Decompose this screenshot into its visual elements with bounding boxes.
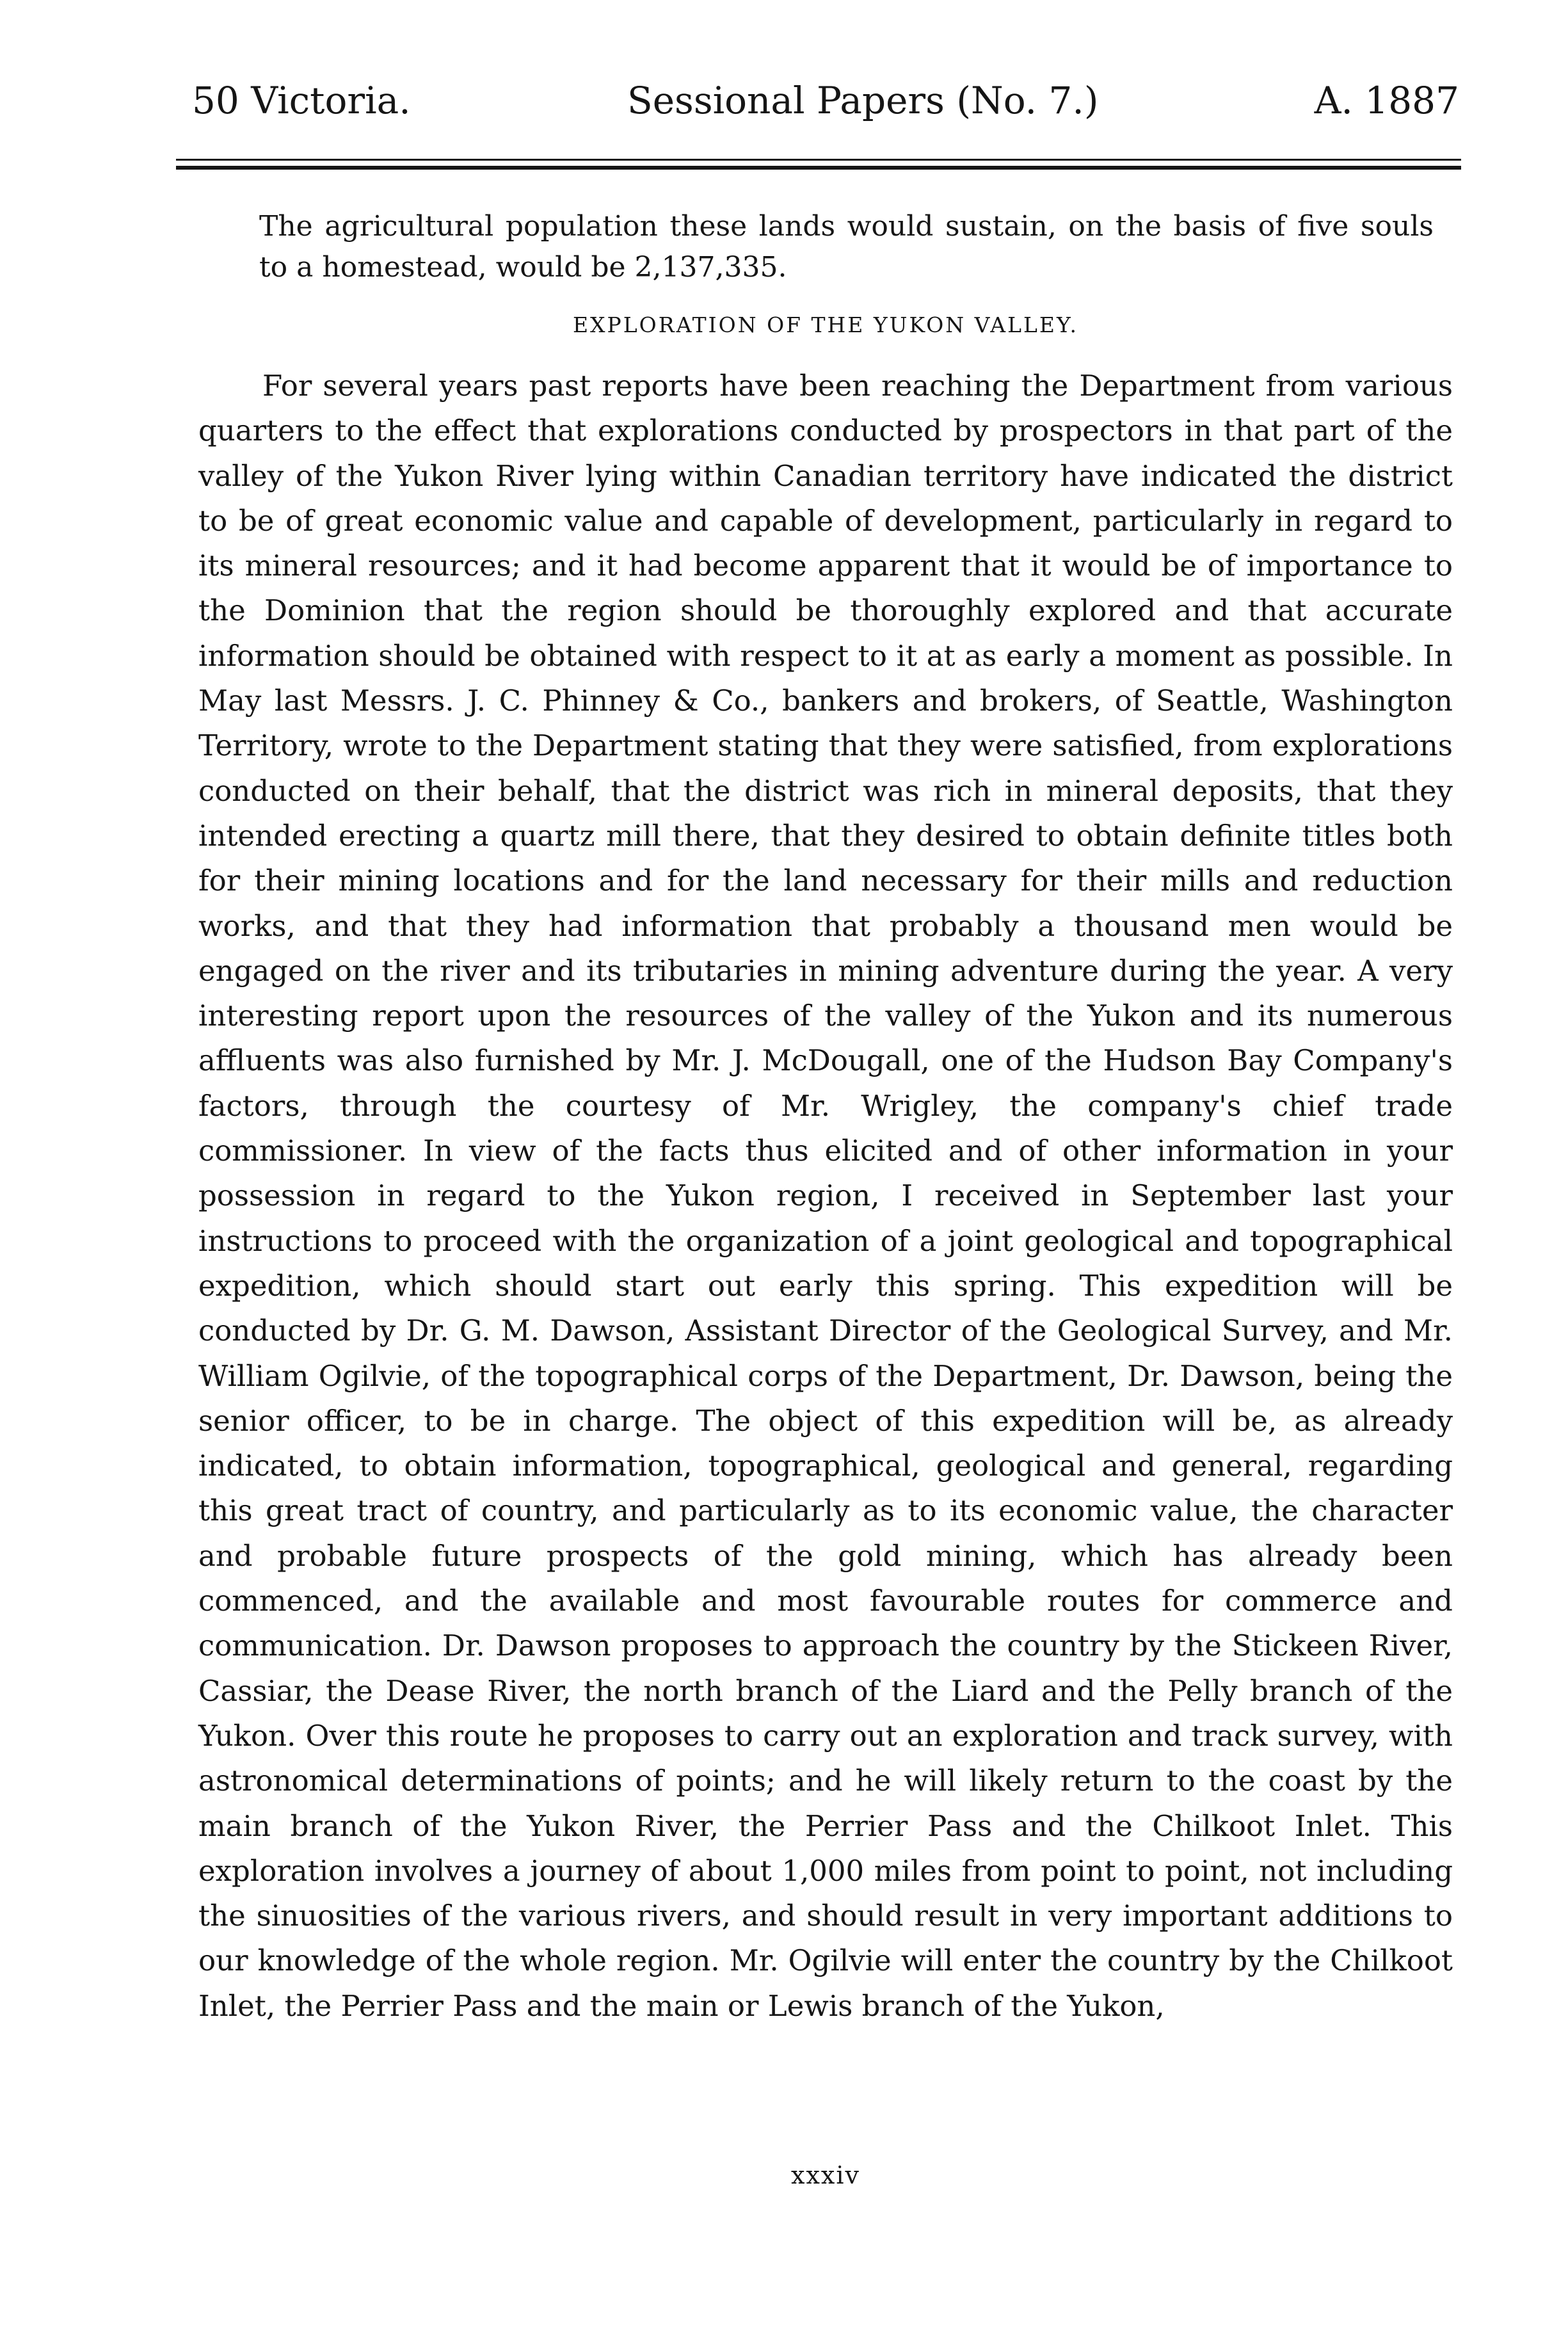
section-heading: EXPLORATION OF THE YUKON VALLEY. xyxy=(572,312,1079,337)
header-session: 50 Victoria. xyxy=(192,79,411,122)
header-rule-thick xyxy=(176,166,1461,170)
intro-paragraph: The agricultural population these lands would sustain, on the basis of five souls to a homestead, would be 2,137,335. xyxy=(259,210,1434,284)
header-rule-thin xyxy=(176,159,1461,161)
body-paragraph xyxy=(198,364,1453,2029)
header-year: A. 1887 xyxy=(1314,79,1459,122)
running-header xyxy=(192,72,1459,129)
header-title: Sessional Papers (No. 7.) xyxy=(627,79,1099,122)
body-paragraph-text: For several years past reports have been reaching the Department from various quarters to the effect that explorations conducted by prospectors in that part of the valley of the Yukon River lying within Canadian territory have indicated the district to be of great economic value and capable of development, particularly in regard to its mineral resources; and it had become apparent that it would be of importance to the Dominion that the region should be thoroughly explored and that accurate information should be obtained with respect to it at as early a moment as possible. In May last Messrs. J. C. Phinney & Co., bankers and brokers, of Seattle, Washington Territory, wrote to the Department stating that they were satisfied, from explorations conducted on their behalf, that the district was rich in mineral deposits, that they intended erecting a quartz mill there, that they desired to obtain definite titles both for their mining locations and for the land necessary for their mills and reduction works, and that they had information that probably a thousand men would be engaged on the river and its tributaries in mining adventure during the year. A very interesting report upon the resources of the valley of the Yukon and its numerous affluents was also furnished by Mr. J. McDougall, one of the Hudson Bay Company's factors, through the courtesy of Mr. Wrigley, the company's chief trade commissioner. In view of the facts thus elicited and of other information in your possession in regard to the Yukon region, I received in September last your instructions to proceed with the organization of a joint geological and topographical expedition, which should start out early this spring. This expedition will be conducted by Dr. G. M. Dawson, Assistant Director of the Geological Survey, and Mr. William Ogilvie, of the topographical corps of the Department, Dr. Dawson, being the senior officer, to be in charge. The object of this expedition will be, as already indicated, to obtain information, topographical, geological and general, regarding this great tract of country, and particularly as to its economic value, the character and probable future prospects of the gold mining, which has already been commenced, and the available and most favourable routes for commerce and communication. Dr. Dawson proposes to approach the country by the Stickeen River, Cassiar, the Dease River, the north branch of the Liard and the Pelly branch of the Yukon. Over this route he proposes to carry out an exploration and track survey, with astronomical determinations of points; and he will likely return to the coast by the main branch of the Yukon River, the Perrier Pass and the Chilkoot Inlet. This exploration involves a journey of about 1,000 miles from point to point, not including the sinuosities of the various rivers, and should result in very important additions to our knowledge of the whole region. Mr. Ogilvie will enter the country by the Chilkoot Inlet, the Perrier Pass and the main or Lewis branch of the Yukon, xyxy=(198,369,1453,2023)
page-number: xxxiv xyxy=(791,2161,860,2189)
